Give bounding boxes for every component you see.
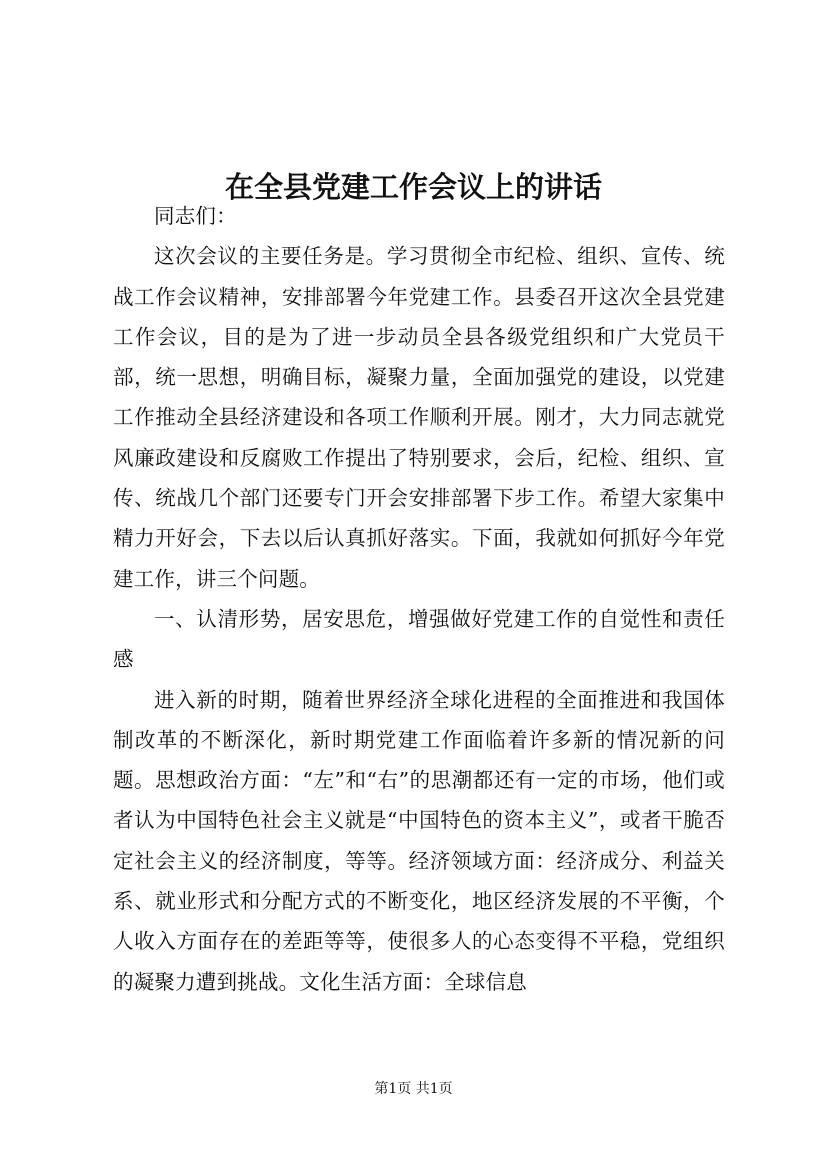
salutation-paragraph: 同志们： [154, 204, 237, 228]
document-body [113, 196, 725, 1002]
page-footer: 第1页 共1页 [374, 1081, 453, 1097]
body-paragraph: 进入新的时期，随着世界经济全球化进程的全面推进和我国体制改革的不断深化，新时期党建工作面临着许多新的情况新的问题。思想政治方面：“左”和“右”的思潮都还有一定的市场，他们或者认为中国特色社会主义就是“中国特色的资本主义”，或者干脆否定社会主义的经济制度，等等。经济领域方面：经济成分、利益关系、就业形式和分配方式的不断变化，地区经济发展的不平衡，个人收入方面存在的差距等等，使很多人的心态变得不平稳，党组织的凝聚力遭到挑战。文化生活方面：全球信息 [113, 687, 725, 994]
document-title: 在全县党建工作会议上的讲话 [224, 170, 602, 205]
intro-paragraph: 这次会议的主要任务是。学习贯彻全市纪检、组织、宣传、统战工作会议精神，安排部署今年党建工作。县委召开这次全县党建工作会议，目的是为了进一步动员全县各级党组织和广大党员干部，统一思想，明确目标，凝聚力量，全面加强党的建设，以党建工作推动全县经济建设和各项工作顺利开展。刚才，大力同志就党风廉政建设和反腐败工作提出了特别要求，会后，纪检、组织、宣传、统战几个部门还要专门开会安排部署下步工作。希望大家集中精力开好会，下去以后认真抓好落实。下面，我就如何抓好今年党建工作，讲三个问题。 [113, 244, 725, 591]
section-heading: 一、认清形势，居安思危，增强做好党建工作的自觉性和责任感 [113, 606, 725, 672]
